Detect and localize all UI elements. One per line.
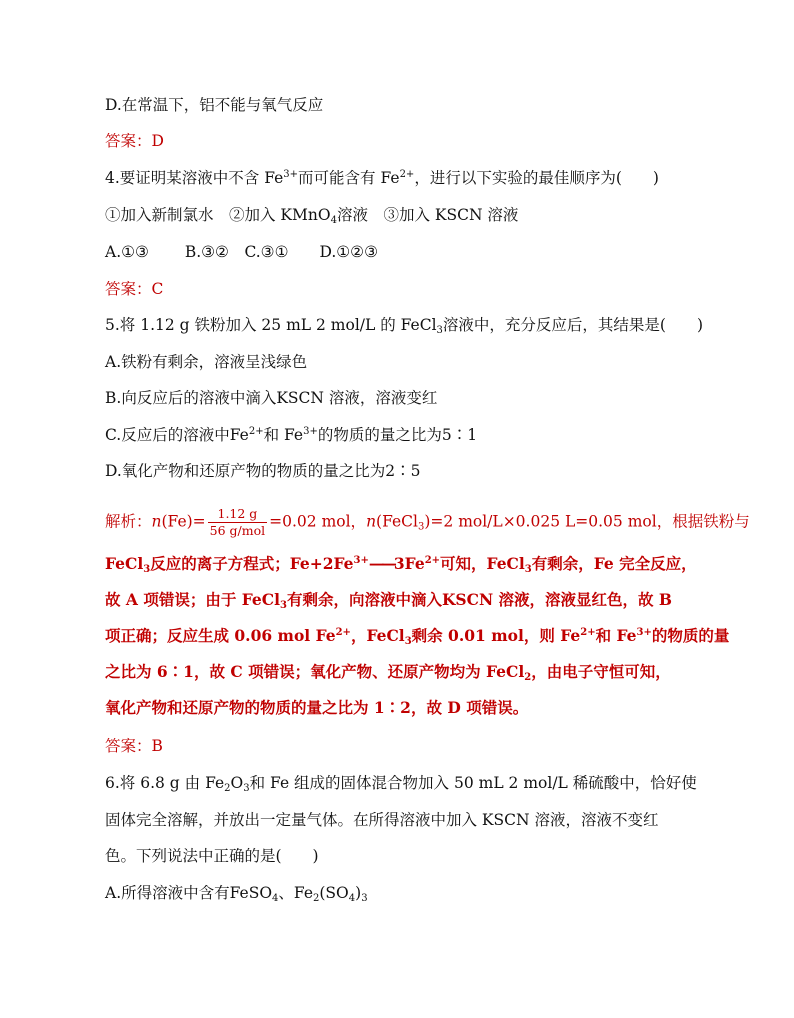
explanation-line-6: 氧化产物和还原产物的物质的量之比为 1∶2，故 D 项错误。: [105, 698, 529, 717]
fraction: $\frac{1.12 g}{\text{56 g/mol}}$: [209, 506, 266, 538]
q3-answer: 答案：D: [105, 132, 164, 150]
q6-stem-line-3: 色。下列说法中正确的是( ): [105, 847, 319, 865]
explanation-line-2: FeCl$_3$反应的离子方程式；$Fe+2Fe^{3+}——3Fe^{2+}$可知，FeCl$_3$有剩余，Fe 完全反应，: [105, 554, 697, 575]
explanation-line-4: 项正确；反应生成 0.06 mol $Fe^{2+}$，FeCl$_3$剩余 0.01 mol，则 $Fe^{2+}$和 $Fe^{3+}$的物质的量: [105, 626, 730, 647]
q4-answer: 答案：C: [105, 280, 164, 298]
q5-option-d: D.氧化产物和还原产物的物质的量之比为2∶5: [105, 462, 421, 480]
q6-stem-line-1: 6.将 6.8 g 由 $Fe_2O_3$和 Fe 组成的固体混合物加入 50 mL 2 mol/L 稀硫酸中，恰好使: [105, 774, 697, 794]
q5-option-a: A.铁粉有剩余，溶液呈浅绿色: [105, 353, 308, 371]
q5-stem: 5.将 1.12 g 铁粉加入 25 mL 2 mol/L 的 FeCl$_3$溶液中，充分反应后，其结果是( ): [105, 316, 704, 336]
q3-option-d: D.在常温下，铝不能与氧气反应: [105, 96, 324, 114]
q6-option-a: A.所得溶液中含有FeSO$_4$、$Fe_2(SO_4)_3$: [105, 884, 368, 904]
q5-option-c: C.反应后的溶液中$Fe^{2+}$和 $Fe^{3+}$的物质的量之比为5∶1: [105, 426, 478, 444]
q5-option-b: B.向反应后的溶液中滴入KSCN 溶液，溶液变红: [105, 389, 438, 407]
q6-stem-line-2: 固体完全溶解，并放出一定量气体。在所得溶液中加入 KSCN 溶液，溶液不变红: [105, 811, 659, 829]
q4-options: A.①③ B.③② C.③① D.①②③: [105, 243, 378, 261]
q4-stem: 4.要证明某溶液中不含 $Fe^{3+}$而可能含有 $Fe^{2+}$，进行以下实验的最佳顺序为( ): [105, 169, 659, 187]
explanation-line-3: 故 A 项错误；由于 FeCl$_3$有剩余，向溶液中滴入KSCN 溶液，溶液显红色，故 B: [105, 590, 673, 611]
explanation-line-1: 解析：n(Fe)= $\frac{1.12 g}{\text{56 g/mol}}$ =0.02 mol，n(FeCl$_3$)=2 mol/L×0.025 L=0.05 mol，根据铁粉与: [105, 506, 750, 538]
explanation-line-5: 之比为 6∶1，故 C 项错误；氧化产物、还原产物均为 FeCl$_2$，由电子守恒可知，: [105, 662, 671, 683]
q5-answer: 答案：B: [105, 737, 163, 755]
q4-steps: ①加入新制氯水 ②加入 KMnO$_4$溶液 ③加入 KSCN 溶液: [105, 206, 519, 226]
